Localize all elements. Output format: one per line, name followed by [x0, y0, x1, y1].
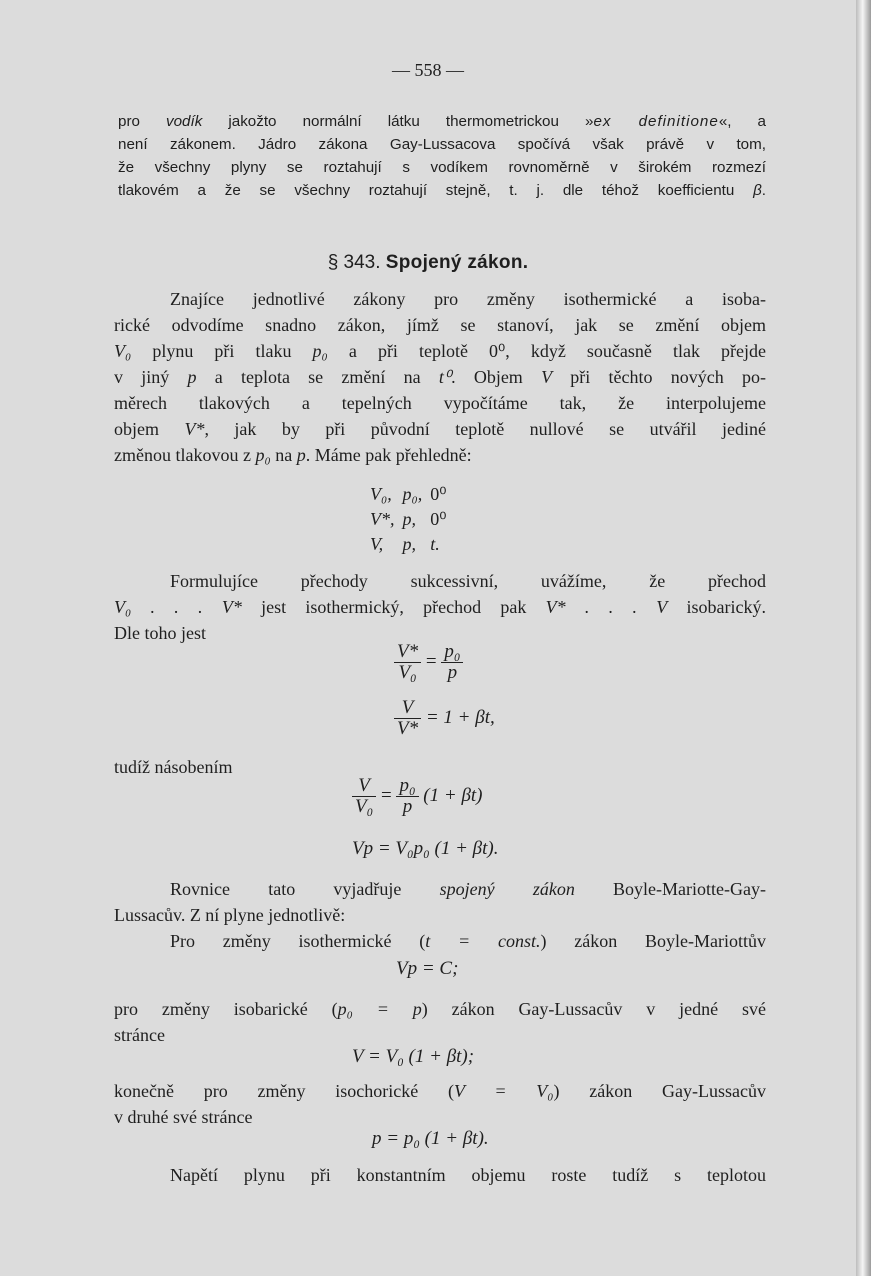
symbol: β [753, 182, 762, 199]
denominator: V₀ [355, 796, 374, 817]
text-line [114, 1078, 766, 1104]
state-temperature: t. [430, 534, 440, 554]
text: ) zákon Boyle-Mariottův [540, 931, 766, 951]
text-line [114, 876, 766, 902]
text-line: Lussacův. Z ní plyne jednotlivě: [114, 905, 346, 925]
text: jest isothermický, přechod pak [241, 597, 546, 617]
equation-gay-lussac-volume: V = V₀ (1 + βt); [352, 1046, 475, 1067]
emphasis: spojený zákon [439, 879, 575, 899]
symbol: V [541, 367, 553, 387]
symbol: V₀ [114, 341, 132, 361]
text-line: Dle toho jest [114, 623, 206, 643]
fraction [352, 776, 376, 817]
numerator: p₀ [396, 776, 418, 797]
numerator: p₀ [441, 642, 463, 663]
text: pro změny isobarické ( [114, 999, 338, 1019]
page-number: — 558 — [392, 60, 464, 80]
page-edge [856, 0, 871, 1276]
text-line: Napětí plynu při konstantním objemu roste tudíž s teplotou [170, 1165, 766, 1185]
paragraph-3 [114, 876, 766, 954]
intro-line [118, 110, 766, 133]
text: a při teplotě 0⁰, když současně tlak přejde [327, 341, 766, 361]
symbol: V* . . . V [545, 597, 668, 617]
text: Rovnice tato vyjadřuje [170, 879, 440, 899]
text: a teplota se změní na [196, 367, 439, 387]
text: . Máme pak přehledně: [305, 445, 472, 465]
symbol: p [296, 445, 306, 465]
symbol: t⁰ [438, 367, 452, 387]
text-line: měrech tlakových a tepelných vypočítáme tak, že interpolujeme [114, 393, 766, 413]
section-number: § 343. [327, 252, 381, 273]
text: tlakovém a že se všechny roztahují stejně, t. j. dle téhož koefficientu [118, 182, 754, 199]
paragraph-5 [114, 1078, 766, 1130]
text-line: tudíž násobením [114, 757, 233, 777]
text: plynu při tlaku [131, 341, 313, 361]
paragraph-6 [114, 1162, 766, 1188]
text: , jak by při původní teplotě nullové se utvářil jediné [204, 419, 766, 439]
symbol: p₀ [312, 341, 328, 361]
text: «, a [718, 113, 766, 130]
emphasis: vodík [166, 113, 203, 130]
text: ) zákon Gay-Lussacův [553, 1081, 766, 1101]
symbol: p [187, 367, 197, 387]
state-temperature: 0⁰ [430, 484, 447, 504]
text-line: Znajíce jednotlivé zákony pro změny isothermické a isoba- [170, 289, 766, 309]
state-pressure: p, [402, 509, 416, 529]
state-volume: V₀, [370, 484, 392, 504]
symbol: V₀ . . . V* [114, 597, 242, 617]
numerator: V* [394, 642, 421, 663]
paragraph-4 [114, 996, 766, 1048]
text: isobarický. [667, 597, 767, 617]
state-temperature: 0⁰ [430, 509, 447, 529]
fraction [394, 698, 421, 739]
equals: = [380, 784, 392, 806]
text: pro [118, 113, 167, 130]
equation-isobaric-ratio [394, 698, 495, 739]
intro-line: není zákonem. Jádro zákona Gay-Lussacova spočívá však právě v tom, [118, 136, 766, 153]
text-line: v druhé své stránce [114, 1107, 253, 1127]
intro-line [118, 179, 766, 202]
text: konečně pro změny isochorické ( [114, 1081, 454, 1101]
fraction [441, 642, 463, 683]
text: jakožto normální látku thermometrickou » [202, 113, 594, 130]
text: Pro změny isothermické ( [170, 931, 426, 951]
text-line [114, 364, 766, 390]
intro-line: že všechny plyny se roztahují s vodíkem rovnoměrně v širokém rozmezí [118, 159, 766, 176]
paragraph-1 [114, 286, 766, 468]
equation-gay-lussac-pressure: p = p₀ (1 + βt). [372, 1128, 489, 1149]
denominator: p [447, 662, 458, 683]
emphasis: ex definitione [593, 113, 719, 130]
equation-boyle-mariotte: Vp = C; [396, 958, 459, 979]
state-volume: V*, [370, 509, 395, 529]
numerator: V [352, 776, 376, 797]
text: Boyle-Mariotte-Gay- [574, 879, 766, 899]
text: . [761, 182, 766, 199]
equation-combined-fraction [352, 776, 483, 817]
state-pressure: p₀, [402, 484, 423, 504]
text-line: stránce [114, 1025, 165, 1045]
numerator: V [394, 698, 421, 719]
text: v jiný [114, 367, 188, 387]
equation-combined-law: Vp = V₀p₀ (1 + βt). [352, 838, 499, 859]
fraction [396, 776, 418, 817]
text: změnou tlakovou z [114, 445, 256, 465]
text: na [270, 445, 297, 465]
text: při těchto nových po- [552, 367, 766, 387]
text: ) zákon Gay-Lussacův v jedné své [421, 999, 766, 1019]
state-row [370, 532, 454, 557]
state-row [370, 482, 454, 507]
text-line [114, 594, 766, 620]
fraction [394, 642, 421, 683]
intro-paragraph [118, 110, 766, 202]
text-line: Formulujíce přechody sukcessivní, uvážíme, že přechod [170, 571, 766, 591]
emphasis: V = V₀ [453, 1081, 554, 1101]
symbol: V* [184, 419, 205, 439]
text-line [114, 416, 766, 442]
text-line [114, 928, 766, 954]
emphasis: t = const. [425, 931, 541, 951]
state-table [370, 482, 454, 557]
state-volume: V, [370, 534, 384, 554]
text-line [114, 996, 766, 1022]
text: objem [114, 419, 185, 439]
symbol: p₀ [255, 445, 271, 465]
text-line [114, 338, 766, 364]
denominator: V₀ [398, 662, 417, 683]
denominator: p [402, 796, 413, 817]
right-side: = 1 + βt, [425, 706, 495, 728]
state-row [370, 507, 454, 532]
text: . Objem [451, 367, 542, 387]
section-title: Spojený zákon. [385, 252, 529, 273]
denominator: V* [397, 718, 419, 739]
emphasis: p₀ = p [337, 999, 422, 1019]
state-pressure: p, [402, 534, 416, 554]
section-heading [0, 252, 856, 274]
text-line [114, 442, 766, 468]
right-side: (1 + βt) [423, 784, 483, 806]
text-line: rické odvodíme snadno zákon, jímž se stanoví, jak se změní objem [114, 315, 766, 335]
equals: = [425, 650, 437, 672]
paragraph-2 [114, 568, 766, 646]
equation-isothermal-ratio [394, 642, 463, 683]
